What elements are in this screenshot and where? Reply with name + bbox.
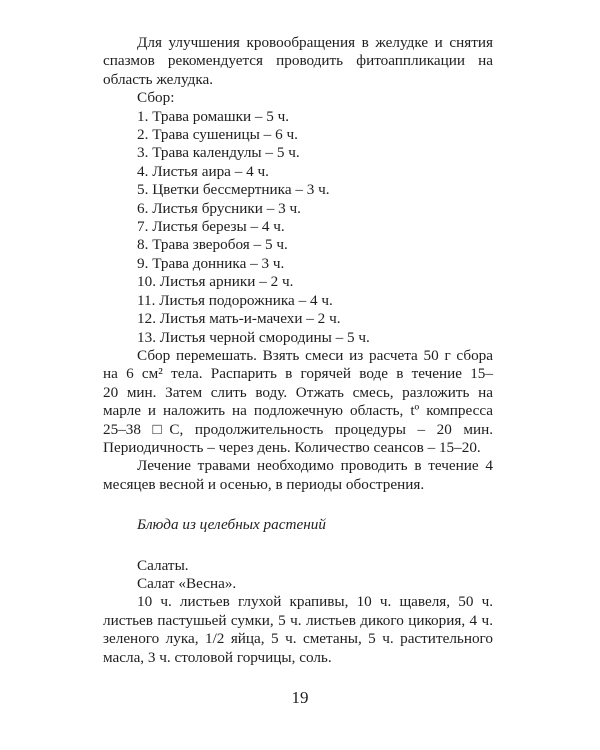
page-body bbox=[103, 34, 493, 667]
paragraph-treatment bbox=[103, 457, 493, 494]
text-line: листьев пастушьей сумки, 5 ч. листьев дикого цикория, 4 ч. bbox=[103, 611, 493, 629]
text-line: область желудка. bbox=[103, 70, 214, 88]
spacer bbox=[103, 494, 493, 516]
text-line: Для улучшения кровообращения в желудке и снятия bbox=[137, 34, 493, 51]
list-item: 11. Листья подорожника – 4 ч. bbox=[137, 291, 333, 309]
list-item: 1. Трава ромашки – 5 ч. bbox=[137, 107, 290, 125]
section-title: Блюда из целебных растений bbox=[137, 516, 326, 534]
collection-heading: Сбор: bbox=[137, 89, 175, 107]
list-item: 2. Трава сушеницы – 6 ч. bbox=[137, 126, 298, 144]
text-line: на 6 см² тела. Распарить в горячей воде в течение 15– bbox=[103, 365, 493, 383]
paragraph-circulation bbox=[103, 34, 493, 89]
list-item: 13. Листья черной смородины – 5 ч. bbox=[137, 328, 370, 346]
text-line: 10 ч. листьев глухой крапивы, 10 ч. щавеля, 50 ч. bbox=[137, 593, 493, 611]
text-line: месяцев весной и осенью, в периоды обострения. bbox=[103, 475, 425, 493]
recipe-title: Салат «Весна». bbox=[137, 574, 237, 592]
text-line: Сбор перемешать. Взять смеси из расчета 50 г сбора bbox=[137, 346, 493, 364]
text-line: Периодичность – через день. Количество сеансов – 15–20. bbox=[103, 438, 481, 456]
list-item: 6. Листья брусники – 3 ч. bbox=[137, 199, 301, 217]
herbal-collection bbox=[103, 89, 493, 347]
spacer bbox=[103, 535, 493, 557]
text-line: 20 мин. Затем слить воду. Отжать смесь, разложить на bbox=[103, 383, 493, 401]
text-line: Лечение травами необходимо проводить в течение 4 bbox=[137, 457, 493, 475]
list-item: 8. Трава зверобоя – 5 ч. bbox=[137, 236, 288, 254]
text-line: марле и наложить на подложечную область, tº компресса bbox=[103, 402, 493, 420]
list-item: 4. Листья аира – 4 ч. bbox=[137, 162, 269, 180]
text-line: спазмов рекомендуется проводить фитоаппликации на bbox=[103, 52, 493, 70]
list-item: 9. Трава донника – 3 ч. bbox=[137, 254, 285, 272]
page-number: 19 bbox=[291, 688, 309, 707]
text-line: зеленого лука, 1/2 яйца, 5 ч. сметаны, 5 ч. растительного bbox=[103, 630, 493, 648]
list-item: 3. Трава календулы – 5 ч. bbox=[137, 144, 300, 162]
paragraph-procedure bbox=[103, 347, 493, 457]
list-item: 12. Листья мать-и-мачехи – 2 ч. bbox=[137, 310, 341, 328]
list-item: 7. Листья березы – 4 ч. bbox=[137, 218, 285, 236]
text-line: 25–38 □С, продолжительность процедуры – 20 мин. bbox=[103, 420, 493, 438]
list-item: 5. Цветки бессмертника – 3 ч. bbox=[137, 181, 330, 199]
list-item: 10. Листья арники – 2 ч. bbox=[137, 273, 294, 291]
text-line: масла, 3 ч. столовой горчицы, соль. bbox=[103, 648, 332, 666]
salads-heading: Салаты. bbox=[137, 556, 189, 574]
paragraph-recipe bbox=[103, 593, 493, 667]
